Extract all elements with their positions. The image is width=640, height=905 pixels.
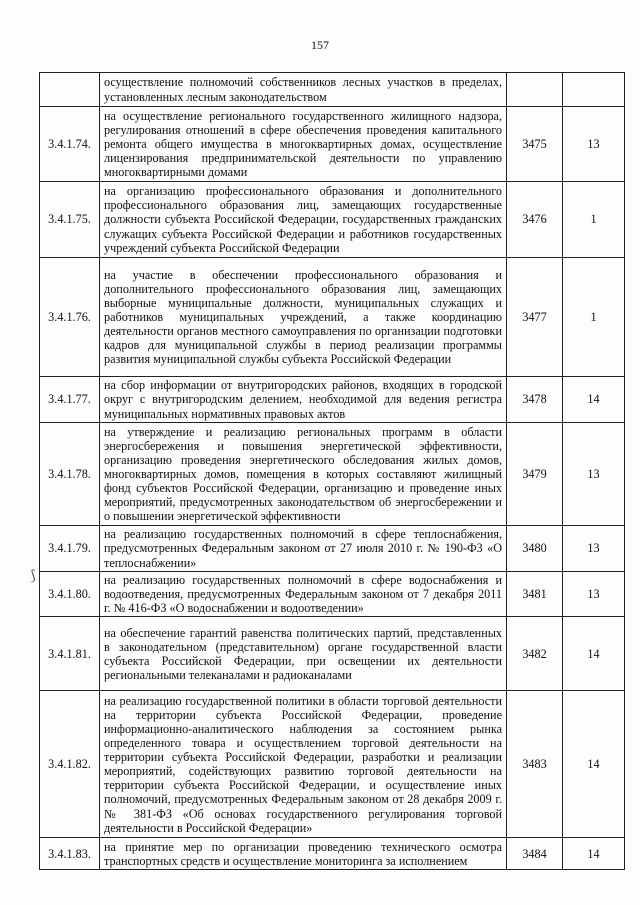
row-code: 3.4.1.75. <box>40 182 100 258</box>
row-category: 13 <box>563 107 625 182</box>
page-number: 157 <box>311 38 329 52</box>
row-category: 14 <box>563 377 625 423</box>
row-category: 1 <box>563 258 625 377</box>
row-category <box>563 73 625 107</box>
table-row <box>40 182 625 258</box>
row-number: 3484 <box>507 838 563 870</box>
row-number: 3480 <box>507 526 563 572</box>
row-number: 3477 <box>507 258 563 377</box>
table-row <box>40 617 625 691</box>
row-code: 3.4.1.83. <box>40 838 100 870</box>
row-number: 3479 <box>507 423 563 526</box>
row-code: 3.4.1.81. <box>40 617 100 691</box>
row-number: 3476 <box>507 182 563 258</box>
row-text: осуществление полномочий собственников лесных участков в пределах, установленных лесным законодательством <box>100 73 507 107</box>
row-text: на обеспечение гарантий равенства политических партий, представленных в законодательном (представительном) органе государственной власти субъекта Российской Федерации, при освещении их деятельности региональными телеканалами и радиоканалами <box>100 617 507 691</box>
table-row <box>40 423 625 526</box>
row-category: 14 <box>563 691 625 838</box>
row-text: на реализацию государственной политики в области торговой деятельности на территории субъекта Российской Федерации, проведение информационно-аналитического наблюдения за состоянием рынка определенного товара и осуществлением торговой деятельности на территории субъекта Российской Федерации, разработки и реализации мероприятий, содействующих развитию торговой деятельности на территории субъекта Российской Федерации, и осуществление иных полномочий, предусмотренных Федеральным законом от 28 декабря 2009 г. № 381-ФЗ «Об основах государственного регулирования торговой деятельности в Российской Федерации» <box>100 691 507 838</box>
row-number: 3482 <box>507 617 563 691</box>
row-text: на осуществление регионального государственного жилищного надзора, регулирования отношений в сфере обеспечения проведения капитального ремонта общего имущества в многоквартирных домах, осуществление лицензирования предпринимательской деятельности по управлению многоквартирными домами <box>100 107 507 182</box>
row-number: 3481 <box>507 572 563 617</box>
row-category: 13 <box>563 572 625 617</box>
table-row <box>40 377 625 423</box>
row-number: 3483 <box>507 691 563 838</box>
table-row <box>40 691 625 838</box>
row-code: 3.4.1.77. <box>40 377 100 423</box>
row-code: 3.4.1.74. <box>40 107 100 182</box>
row-code: 3.4.1.76. <box>40 258 100 377</box>
row-text: на принятие мер по организации проведению технического осмотра транспортных средств и осуществление мониторинга за исполнением <box>100 838 507 870</box>
row-text: на утверждение и реализацию региональных программ в области энергосбережения и повышения энергетической эффективности, организацию проведения энергетического обследования жилых домов, многоквартирных домов, помещения в которых составляют жилищный фонд субъектов Российской Федерации, организацию и проведение иных мероприятий, предусмотренных законодательством об энергосбережении и о повышении энергетической эффективности <box>100 423 507 526</box>
table-row <box>40 526 625 572</box>
table-row <box>40 258 625 377</box>
row-category: 13 <box>563 423 625 526</box>
document-table <box>39 72 625 870</box>
table-row <box>40 838 625 870</box>
row-code: 3.4.1.79. <box>40 526 100 572</box>
row-category: 14 <box>563 838 625 870</box>
table-row <box>40 107 625 182</box>
row-category: 1 <box>563 182 625 258</box>
table-row <box>40 73 625 107</box>
row-code: 3.4.1.78. <box>40 423 100 526</box>
row-code: 3.4.1.80. <box>40 572 100 617</box>
row-category: 13 <box>563 526 625 572</box>
row-text: на реализацию государственных полномочий в сфере водоснабжения и водоотведения, предусмотренных Федеральным законом от 7 декабря 2011 г. № 416-ФЗ «О водоснабжении и водоотведении» <box>100 572 507 617</box>
row-text: на сбор информации от внутригородских районов, входящих в городской округ с внутригородским делением, необходимой для ведения регистра муниципальных нормативных правовых актов <box>100 377 507 423</box>
row-number: 3478 <box>507 377 563 423</box>
margin-mark: ⟆ <box>30 569 36 584</box>
row-text: на организацию профессионального образования и дополнительного профессионального образования лиц, замещающих государственные должности субъекта Российской Федерации, государственных гражданских служащих субъекта Российской Федерации и работников государственных учреждений субъекта Российской Федерации <box>100 182 507 258</box>
row-text: на участие в обеспечении профессионального образования и дополнительного профессионального образования лиц, замещающих выборные муниципальные должности, муниципальных служащих и работников муниципальных учреждений, а также координацию деятельности органов местного самоуправления по организации подготовки кадров для муниципальной службы в период реализации программы развития муниципальной службы субъекта Российской Федерации <box>100 258 507 377</box>
row-number: 3475 <box>507 107 563 182</box>
row-number <box>507 73 563 107</box>
row-code <box>40 73 100 107</box>
row-code: 3.4.1.82. <box>40 691 100 838</box>
table-row <box>40 572 625 617</box>
row-category: 14 <box>563 617 625 691</box>
row-text: на реализацию государственных полномочий в сфере теплоснабжения, предусмотренных Федеральным законом от 27 июля 2010 г. № 190-ФЗ «О теплоснабжении» <box>100 526 507 572</box>
